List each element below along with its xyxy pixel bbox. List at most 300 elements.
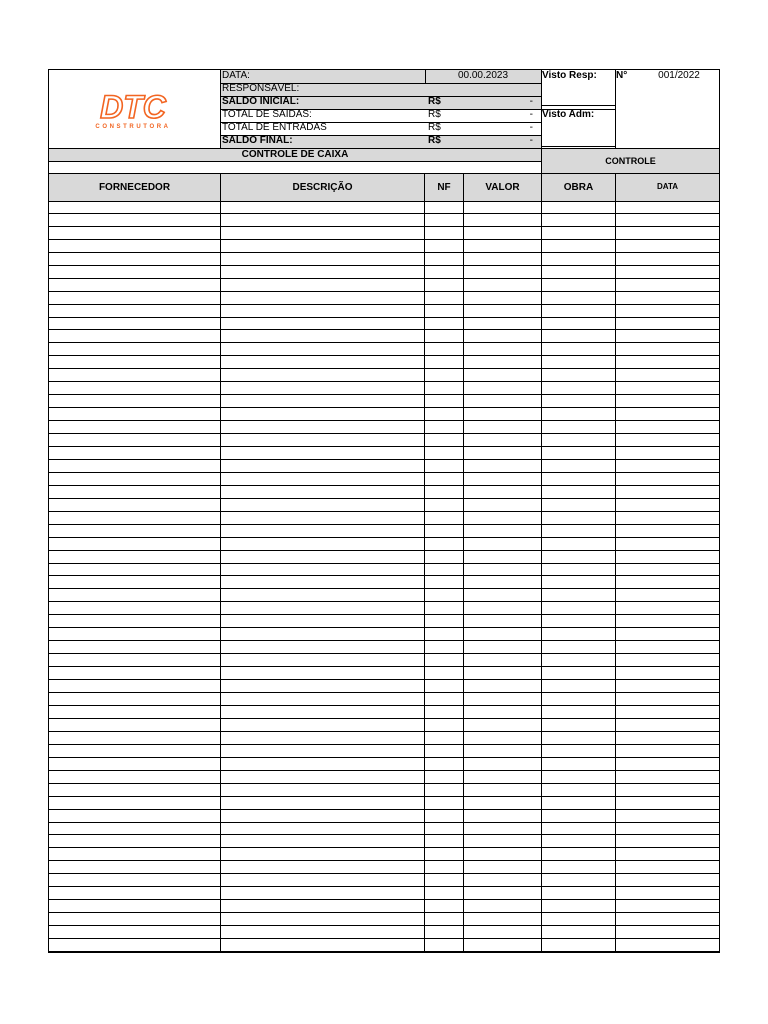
cell-data[interactable] <box>616 771 719 783</box>
cell-descricao[interactable] <box>221 745 425 757</box>
cell-valor[interactable] <box>464 253 542 265</box>
cell-obra[interactable] <box>542 848 616 860</box>
cell-nf[interactable] <box>425 395 464 407</box>
cell-data[interactable] <box>616 253 719 265</box>
cell-data[interactable] <box>616 602 719 614</box>
cell-obra[interactable] <box>542 525 616 537</box>
cell-obra[interactable] <box>542 641 616 653</box>
cell-data[interactable] <box>616 926 719 938</box>
cell-obra[interactable] <box>542 900 616 912</box>
cell-descricao[interactable] <box>221 486 425 498</box>
cell-valor[interactable] <box>464 887 542 899</box>
cell-valor[interactable] <box>464 693 542 705</box>
cell-data[interactable] <box>616 395 719 407</box>
cell-fornecedor[interactable] <box>49 421 221 433</box>
cell-descricao[interactable] <box>221 784 425 796</box>
cell-data[interactable] <box>616 732 719 744</box>
cell-data[interactable] <box>616 499 719 511</box>
cell-descricao[interactable] <box>221 732 425 744</box>
cell-descricao[interactable] <box>221 887 425 899</box>
cell-data[interactable] <box>616 292 719 304</box>
cell-data[interactable] <box>616 887 719 899</box>
cell-nf[interactable] <box>425 499 464 511</box>
cell-nf[interactable] <box>425 421 464 433</box>
cell-data[interactable] <box>616 201 719 213</box>
cell-nf[interactable] <box>425 356 464 368</box>
cell-descricao[interactable] <box>221 900 425 912</box>
visto-resp-signature-line[interactable] <box>542 105 615 106</box>
cell-nf[interactable] <box>425 279 464 291</box>
cell-fornecedor[interactable] <box>49 810 221 822</box>
cell-fornecedor[interactable] <box>49 240 221 252</box>
cell-nf[interactable] <box>425 771 464 783</box>
cell-nf[interactable] <box>425 266 464 278</box>
cell-obra[interactable] <box>542 771 616 783</box>
cell-nf[interactable] <box>425 240 464 252</box>
cell-nf[interactable] <box>425 369 464 381</box>
cell-descricao[interactable] <box>221 434 425 446</box>
cell-fornecedor[interactable] <box>49 706 221 718</box>
cell-obra[interactable] <box>542 382 616 394</box>
cell-nf[interactable] <box>425 602 464 614</box>
cell-descricao[interactable] <box>221 848 425 860</box>
cell-valor[interactable] <box>464 343 542 355</box>
cell-obra[interactable] <box>542 318 616 330</box>
cell-descricao[interactable] <box>221 719 425 731</box>
cell-valor[interactable] <box>464 615 542 627</box>
cell-fornecedor[interactable] <box>49 564 221 576</box>
cell-obra[interactable] <box>542 305 616 317</box>
cell-obra[interactable] <box>542 758 616 770</box>
cell-nf[interactable] <box>425 835 464 847</box>
cell-descricao[interactable] <box>221 771 425 783</box>
cell-data[interactable] <box>616 305 719 317</box>
cell-valor[interactable] <box>464 447 542 459</box>
cell-data[interactable] <box>616 719 719 731</box>
cell-obra[interactable] <box>542 473 616 485</box>
cell-obra[interactable] <box>542 784 616 796</box>
cell-valor[interactable] <box>464 732 542 744</box>
cell-data[interactable] <box>616 667 719 679</box>
cell-obra[interactable] <box>542 680 616 692</box>
cell-nf[interactable] <box>425 874 464 886</box>
cell-obra[interactable] <box>542 823 616 835</box>
cell-descricao[interactable] <box>221 758 425 770</box>
cell-nf[interactable] <box>425 408 464 420</box>
cell-valor[interactable] <box>464 797 542 809</box>
cell-nf[interactable] <box>425 330 464 342</box>
cell-nf[interactable] <box>425 823 464 835</box>
cell-nf[interactable] <box>425 460 464 472</box>
cell-nf[interactable] <box>425 719 464 731</box>
cell-descricao[interactable] <box>221 939 425 951</box>
cell-fornecedor[interactable] <box>49 447 221 459</box>
cell-obra[interactable] <box>542 201 616 213</box>
cell-valor[interactable] <box>464 266 542 278</box>
cell-data[interactable] <box>616 356 719 368</box>
cell-fornecedor[interactable] <box>49 292 221 304</box>
cell-nf[interactable] <box>425 512 464 524</box>
cell-obra[interactable] <box>542 408 616 420</box>
cell-valor[interactable] <box>464 628 542 640</box>
cell-fornecedor[interactable] <box>49 641 221 653</box>
cell-nf[interactable] <box>425 745 464 757</box>
cell-data[interactable] <box>616 564 719 576</box>
cell-fornecedor[interactable] <box>49 823 221 835</box>
cell-fornecedor[interactable] <box>49 577 221 589</box>
cell-obra[interactable] <box>542 214 616 226</box>
cell-nf[interactable] <box>425 913 464 925</box>
cell-nf[interactable] <box>425 577 464 589</box>
cell-descricao[interactable] <box>221 408 425 420</box>
cell-valor[interactable] <box>464 719 542 731</box>
cell-data[interactable] <box>616 835 719 847</box>
cell-obra[interactable] <box>542 369 616 381</box>
cell-descricao[interactable] <box>221 861 425 873</box>
cell-fornecedor[interactable] <box>49 589 221 601</box>
cell-obra[interactable] <box>542 421 616 433</box>
cell-valor[interactable] <box>464 758 542 770</box>
cell-descricao[interactable] <box>221 628 425 640</box>
cell-fornecedor[interactable] <box>49 667 221 679</box>
cell-fornecedor[interactable] <box>49 356 221 368</box>
cell-nf[interactable] <box>425 680 464 692</box>
cell-data[interactable] <box>616 706 719 718</box>
cell-data[interactable] <box>616 214 719 226</box>
saldo-inicial-value[interactable]: - <box>529 96 533 107</box>
cell-fornecedor[interactable] <box>49 835 221 847</box>
cell-descricao[interactable] <box>221 356 425 368</box>
cell-valor[interactable] <box>464 227 542 239</box>
cell-fornecedor[interactable] <box>49 460 221 472</box>
cell-descricao[interactable] <box>221 551 425 563</box>
cell-descricao[interactable] <box>221 693 425 705</box>
cell-data[interactable] <box>616 279 719 291</box>
cell-valor[interactable] <box>464 823 542 835</box>
cell-valor[interactable] <box>464 745 542 757</box>
cell-nf[interactable] <box>425 641 464 653</box>
cell-obra[interactable] <box>542 227 616 239</box>
cell-nf[interactable] <box>425 486 464 498</box>
cell-fornecedor[interactable] <box>49 939 221 951</box>
cell-nf[interactable] <box>425 538 464 550</box>
cell-valor[interactable] <box>464 421 542 433</box>
cell-valor[interactable] <box>464 512 542 524</box>
cell-nf[interactable] <box>425 564 464 576</box>
cell-descricao[interactable] <box>221 460 425 472</box>
cell-valor[interactable] <box>464 861 542 873</box>
cell-obra[interactable] <box>542 279 616 291</box>
cell-fornecedor[interactable] <box>49 434 221 446</box>
cell-fornecedor[interactable] <box>49 318 221 330</box>
cell-nf[interactable] <box>425 784 464 796</box>
cell-data[interactable] <box>616 784 719 796</box>
cell-descricao[interactable] <box>221 797 425 809</box>
cell-valor[interactable] <box>464 434 542 446</box>
cell-descricao[interactable] <box>221 240 425 252</box>
cell-data[interactable] <box>616 512 719 524</box>
cell-fornecedor[interactable] <box>49 305 221 317</box>
cell-descricao[interactable] <box>221 577 425 589</box>
cell-valor[interactable] <box>464 395 542 407</box>
cell-nf[interactable] <box>425 861 464 873</box>
cell-valor[interactable] <box>464 473 542 485</box>
cell-data[interactable] <box>616 823 719 835</box>
cell-descricao[interactable] <box>221 305 425 317</box>
cell-obra[interactable] <box>542 330 616 342</box>
cell-obra[interactable] <box>542 356 616 368</box>
cell-data[interactable] <box>616 421 719 433</box>
cell-obra[interactable] <box>542 240 616 252</box>
cell-obra[interactable] <box>542 939 616 951</box>
cell-data[interactable] <box>616 460 719 472</box>
cell-fornecedor[interactable] <box>49 926 221 938</box>
cell-data[interactable] <box>616 525 719 537</box>
cell-valor[interactable] <box>464 292 542 304</box>
cell-obra[interactable] <box>542 538 616 550</box>
cell-descricao[interactable] <box>221 253 425 265</box>
cell-valor[interactable] <box>464 240 542 252</box>
cell-valor[interactable] <box>464 486 542 498</box>
cell-fornecedor[interactable] <box>49 784 221 796</box>
cell-fornecedor[interactable] <box>49 913 221 925</box>
cell-data[interactable] <box>616 343 719 355</box>
cell-valor[interactable] <box>464 784 542 796</box>
cell-descricao[interactable] <box>221 810 425 822</box>
cell-valor[interactable] <box>464 654 542 666</box>
numero-value[interactable]: 001/2022 <box>658 70 700 81</box>
cell-valor[interactable] <box>464 835 542 847</box>
cell-data[interactable] <box>616 369 719 381</box>
cell-obra[interactable] <box>542 512 616 524</box>
cell-obra[interactable] <box>542 745 616 757</box>
cell-data[interactable] <box>616 318 719 330</box>
cell-fornecedor[interactable] <box>49 214 221 226</box>
cell-nf[interactable] <box>425 305 464 317</box>
cell-valor[interactable] <box>464 279 542 291</box>
cell-nf[interactable] <box>425 292 464 304</box>
cell-obra[interactable] <box>542 266 616 278</box>
cell-data[interactable] <box>616 382 719 394</box>
cell-obra[interactable] <box>542 913 616 925</box>
cell-data[interactable] <box>616 913 719 925</box>
cell-data[interactable] <box>616 486 719 498</box>
cell-nf[interactable] <box>425 654 464 666</box>
data-value[interactable]: 00.00.2023 <box>457 70 509 81</box>
cell-nf[interactable] <box>425 615 464 627</box>
cell-obra[interactable] <box>542 589 616 601</box>
cell-valor[interactable] <box>464 201 542 213</box>
cell-obra[interactable] <box>542 667 616 679</box>
cell-nf[interactable] <box>425 253 464 265</box>
cell-obra[interactable] <box>542 292 616 304</box>
cell-descricao[interactable] <box>221 538 425 550</box>
cell-descricao[interactable] <box>221 369 425 381</box>
cell-nf[interactable] <box>425 214 464 226</box>
cell-obra[interactable] <box>542 732 616 744</box>
cell-nf[interactable] <box>425 797 464 809</box>
cell-data[interactable] <box>616 680 719 692</box>
cell-obra[interactable] <box>542 693 616 705</box>
cell-fornecedor[interactable] <box>49 861 221 873</box>
cell-descricao[interactable] <box>221 874 425 886</box>
cell-descricao[interactable] <box>221 447 425 459</box>
cell-fornecedor[interactable] <box>49 551 221 563</box>
cell-nf[interactable] <box>425 810 464 822</box>
cell-data[interactable] <box>616 654 719 666</box>
cell-data[interactable] <box>616 577 719 589</box>
cell-fornecedor[interactable] <box>49 227 221 239</box>
cell-obra[interactable] <box>542 343 616 355</box>
cell-nf[interactable] <box>425 382 464 394</box>
cell-data[interactable] <box>616 797 719 809</box>
cell-valor[interactable] <box>464 538 542 550</box>
cell-data[interactable] <box>616 641 719 653</box>
cell-descricao[interactable] <box>221 654 425 666</box>
cell-fornecedor[interactable] <box>49 408 221 420</box>
cell-obra[interactable] <box>542 577 616 589</box>
cell-nf[interactable] <box>425 732 464 744</box>
cell-obra[interactable] <box>542 835 616 847</box>
cell-nf[interactable] <box>425 343 464 355</box>
cell-descricao[interactable] <box>221 589 425 601</box>
cell-fornecedor[interactable] <box>49 279 221 291</box>
cell-valor[interactable] <box>464 641 542 653</box>
cell-descricao[interactable] <box>221 343 425 355</box>
cell-fornecedor[interactable] <box>49 382 221 394</box>
cell-valor[interactable] <box>464 330 542 342</box>
cell-nf[interactable] <box>425 473 464 485</box>
cell-descricao[interactable] <box>221 227 425 239</box>
cell-data[interactable] <box>616 693 719 705</box>
cell-valor[interactable] <box>464 369 542 381</box>
cell-nf[interactable] <box>425 318 464 330</box>
cell-valor[interactable] <box>464 318 542 330</box>
cell-fornecedor[interactable] <box>49 615 221 627</box>
cell-descricao[interactable] <box>221 835 425 847</box>
cell-data[interactable] <box>616 758 719 770</box>
cell-fornecedor[interactable] <box>49 848 221 860</box>
cell-valor[interactable] <box>464 848 542 860</box>
cell-descricao[interactable] <box>221 525 425 537</box>
cell-descricao[interactable] <box>221 266 425 278</box>
cell-valor[interactable] <box>464 667 542 679</box>
cell-obra[interactable] <box>542 810 616 822</box>
cell-valor[interactable] <box>464 810 542 822</box>
cell-valor[interactable] <box>464 900 542 912</box>
cell-data[interactable] <box>616 538 719 550</box>
cell-fornecedor[interactable] <box>49 525 221 537</box>
cell-nf[interactable] <box>425 201 464 213</box>
cell-nf[interactable] <box>425 926 464 938</box>
cell-fornecedor[interactable] <box>49 693 221 705</box>
cell-fornecedor[interactable] <box>49 680 221 692</box>
cell-obra[interactable] <box>542 628 616 640</box>
cell-fornecedor[interactable] <box>49 538 221 550</box>
cell-data[interactable] <box>616 939 719 951</box>
cell-obra[interactable] <box>542 395 616 407</box>
cell-fornecedor[interactable] <box>49 512 221 524</box>
cell-fornecedor[interactable] <box>49 745 221 757</box>
cell-obra[interactable] <box>542 434 616 446</box>
cell-data[interactable] <box>616 227 719 239</box>
cell-data[interactable] <box>616 447 719 459</box>
cell-descricao[interactable] <box>221 473 425 485</box>
cell-nf[interactable] <box>425 693 464 705</box>
cell-descricao[interactable] <box>221 318 425 330</box>
cell-valor[interactable] <box>464 525 542 537</box>
cell-obra[interactable] <box>542 551 616 563</box>
cell-obra[interactable] <box>542 253 616 265</box>
cell-fornecedor[interactable] <box>49 758 221 770</box>
cell-descricao[interactable] <box>221 421 425 433</box>
cell-fornecedor[interactable] <box>49 874 221 886</box>
cell-nf[interactable] <box>425 758 464 770</box>
cell-fornecedor[interactable] <box>49 732 221 744</box>
cell-obra[interactable] <box>542 926 616 938</box>
cell-obra[interactable] <box>542 602 616 614</box>
cell-fornecedor[interactable] <box>49 369 221 381</box>
cell-valor[interactable] <box>464 926 542 938</box>
cell-valor[interactable] <box>464 913 542 925</box>
cell-valor[interactable] <box>464 460 542 472</box>
cell-descricao[interactable] <box>221 382 425 394</box>
cell-descricao[interactable] <box>221 823 425 835</box>
cell-obra[interactable] <box>542 706 616 718</box>
cell-descricao[interactable] <box>221 680 425 692</box>
cell-descricao[interactable] <box>221 641 425 653</box>
cell-data[interactable] <box>616 745 719 757</box>
cell-obra[interactable] <box>542 654 616 666</box>
cell-nf[interactable] <box>425 227 464 239</box>
cell-data[interactable] <box>616 551 719 563</box>
cell-valor[interactable] <box>464 939 542 951</box>
cell-valor[interactable] <box>464 680 542 692</box>
cell-valor[interactable] <box>464 771 542 783</box>
cell-data[interactable] <box>616 434 719 446</box>
cell-data[interactable] <box>616 473 719 485</box>
cell-fornecedor[interactable] <box>49 900 221 912</box>
cell-fornecedor[interactable] <box>49 266 221 278</box>
cell-valor[interactable] <box>464 382 542 394</box>
cell-descricao[interactable] <box>221 279 425 291</box>
cell-data[interactable] <box>616 861 719 873</box>
cell-obra[interactable] <box>542 797 616 809</box>
cell-valor[interactable] <box>464 589 542 601</box>
cell-obra[interactable] <box>542 615 616 627</box>
cell-obra[interactable] <box>542 460 616 472</box>
cell-data[interactable] <box>616 810 719 822</box>
saldo-final-value[interactable]: - <box>529 135 533 146</box>
cell-nf[interactable] <box>425 525 464 537</box>
cell-descricao[interactable] <box>221 395 425 407</box>
cell-fornecedor[interactable] <box>49 719 221 731</box>
cell-nf[interactable] <box>425 628 464 640</box>
cell-descricao[interactable] <box>221 214 425 226</box>
cell-descricao[interactable] <box>221 201 425 213</box>
cell-data[interactable] <box>616 589 719 601</box>
cell-valor[interactable] <box>464 577 542 589</box>
cell-fornecedor[interactable] <box>49 486 221 498</box>
cell-obra[interactable] <box>542 499 616 511</box>
cell-fornecedor[interactable] <box>49 887 221 899</box>
cell-obra[interactable] <box>542 874 616 886</box>
cell-data[interactable] <box>616 240 719 252</box>
cell-obra[interactable] <box>542 564 616 576</box>
cell-fornecedor[interactable] <box>49 602 221 614</box>
cell-descricao[interactable] <box>221 667 425 679</box>
cell-data[interactable] <box>616 900 719 912</box>
